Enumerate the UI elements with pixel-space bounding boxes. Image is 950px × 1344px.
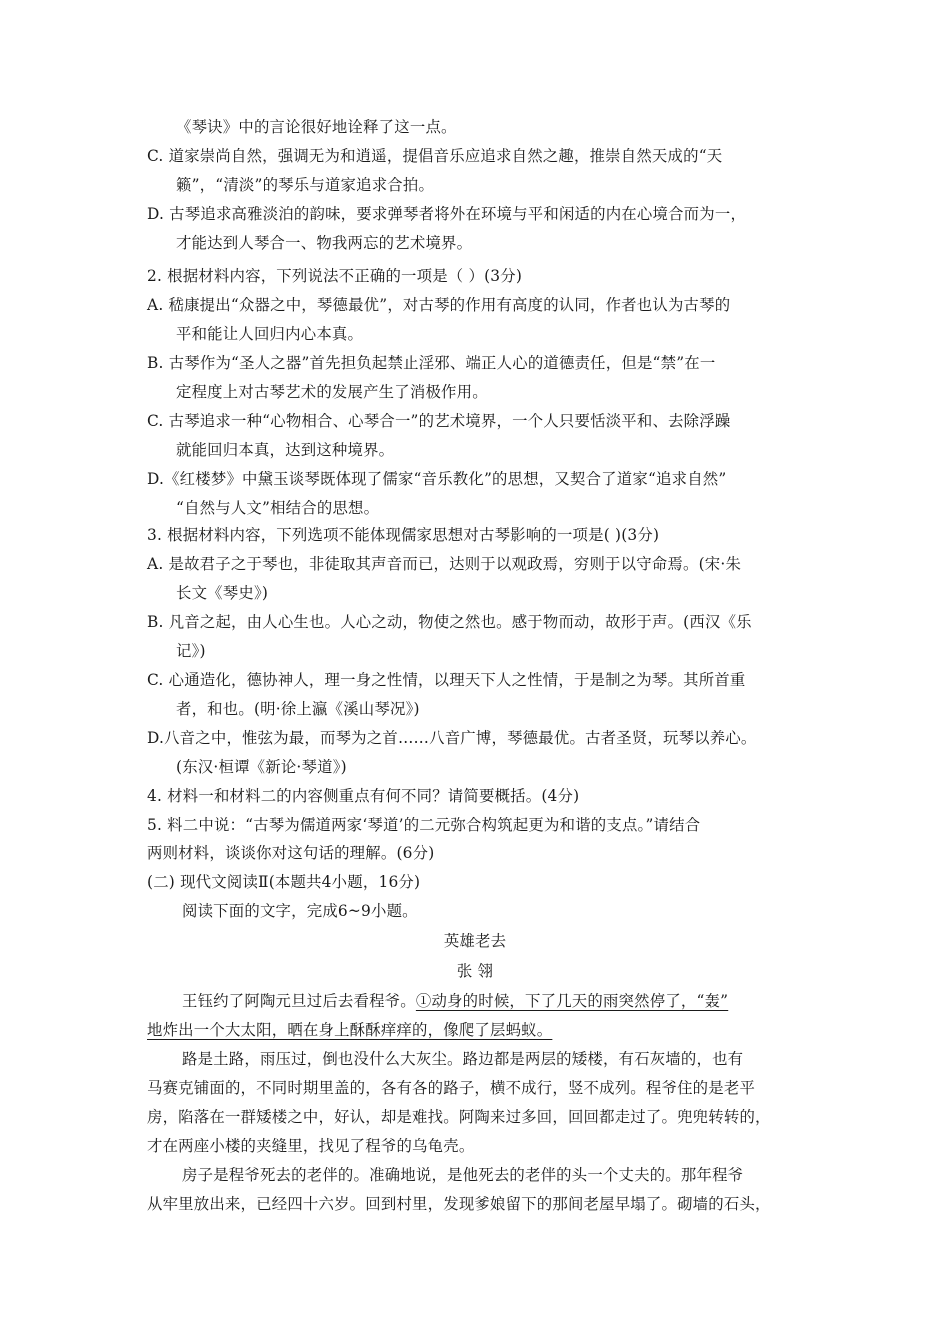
option-a: A. 是故君子之于琴也，非徒取其声音而已，达则于以观政焉，穷则于以守命焉。(宋·朱 [147, 555, 742, 573]
paragraph-line: 从牢里放出来，已经四十六岁。回到村里，发现爹娘留下的那间老屋早塌了。砌墙的石头， [147, 1195, 771, 1213]
text-line: 者，和也。(明·徐上瀛《溪山琴况》) [176, 700, 420, 718]
option-d: D.八音之中，惟弦为最，而琴为之首……八音广博，琴德最优。古者圣贤，玩琴以养心。 [147, 729, 757, 747]
underlined-sentence: 地炸出一个大太阳，晒在身上酥酥痒痒的，像爬了层蚂蚁。 [147, 1021, 553, 1039]
question-4: 4. 材料一和材料二的内容侧重点有何不同？请简要概括。(4分) [147, 787, 580, 805]
article-title: 英雄老去 [443, 932, 507, 950]
paragraph-line: 才在两座小楼的夹缝里，找见了程爷的乌龟壳。 [147, 1137, 475, 1155]
text-line: 《琴诀》中的言论很好地诠释了这一点。 [176, 118, 457, 136]
text-line: 平和能让人回归内心本真。 [176, 325, 364, 343]
paragraph-line: 房，陷落在一群矮楼之中，好认，却是难找。阿陶来过多回，回回都走过了。兜兜转转的， [147, 1108, 771, 1126]
text-line: 两则材料，谈谈你对这句话的理解。(6分) [147, 844, 435, 862]
question-2: 2. 根据材料内容，下列说法不正确的一项是（ ）(3分) [147, 267, 523, 285]
paragraph-line: 房子是程爷死去的老伴的。准确地说，是他死去的老伴的头一个丈夫的。那年程爷 [182, 1166, 744, 1184]
text-line: 长文《琴史》) [176, 584, 269, 602]
paragraph-line [182, 991, 728, 1011]
option-d: D. 古琴追求高雅淡泊的韵味，要求弹琴者将外在环境与平和闲适的内在心境合而为一， [147, 205, 747, 223]
article-author: 张 翎 [456, 962, 494, 980]
text-line: 才能达到人琴合一、物我两忘的艺术境界。 [176, 234, 473, 252]
section-heading: (二) 现代文阅读Ⅱ(本题共4小题，16分) [147, 873, 421, 891]
text-line: 记》) [176, 642, 206, 660]
text-line: 就能回归本真，达到这种境界。 [176, 441, 395, 459]
text-line: (东汉·桓谭《新论·琴道》) [176, 758, 347, 776]
underlined-sentence: ①动身的时候，下了几天的雨突然停了，“轰” [415, 992, 729, 1010]
paragraph-line: 路是土路，雨压过，倒也没什么大灰尘。路边都是两层的矮楼，有石灰墙的，也有 [182, 1050, 744, 1068]
question-3: 3. 根据材料内容，下列选项不能体现儒家思想对古琴影响的一项是( )(3分) [147, 526, 660, 544]
question-5: 5. 料二中说：“古琴为儒道两家‘琴道’的二元弥合构筑起更为和谐的支点。”请结合 [147, 816, 701, 834]
option-c: C. 古琴追求一种“心物相合、心琴合一”的艺术境界，一个人只要恬淡平和、去除浮躁 [147, 412, 731, 430]
option-c: C. 心通造化，德协神人，理一身之性情，以理天下人之性情，于是制之为琴。其所首重 [147, 671, 746, 689]
option-d: D.《红楼梦》中黛玉谈琴既体现了儒家“音乐教化”的思想，又契合了道家“追求自然” [147, 470, 727, 488]
text-line: “自然与人文”相结合的思想。 [176, 499, 380, 517]
text-line: 定程度上对古琴艺术的发展产生了消极作用。 [176, 383, 488, 401]
text-span: 王钰约了阿陶元旦过后去看程爷。 [182, 992, 416, 1010]
instruction: 阅读下面的文字，完成6~9小题。 [182, 902, 418, 920]
option-b: B. 古琴作为“圣人之器”首先担负起禁止淫邪、端正人心的道德责任，但是“禁”在一 [147, 354, 716, 372]
paragraph-line: 马赛克铺面的，不同时期里盖的，各有各的路子，横不成行，竖不成列。程爷住的是老平 [147, 1079, 756, 1097]
text-line: 籁”，“清淡”的琴乐与道家追求合拍。 [176, 176, 435, 194]
option-a: A. 嵇康提出“众器之中，琴德最优”，对古琴的作用有高度的认同，作者也认为古琴的 [147, 296, 731, 314]
option-b: B. 凡音之起，由人心生也。人心之动，物使之然也。感于物而动，故形于声。(西汉《乐 [147, 613, 752, 631]
option-c: C. 道家崇尚自然，强调无为和逍遥，提倡音乐应追求自然之趣，推崇自然天成的“天 [147, 147, 723, 165]
